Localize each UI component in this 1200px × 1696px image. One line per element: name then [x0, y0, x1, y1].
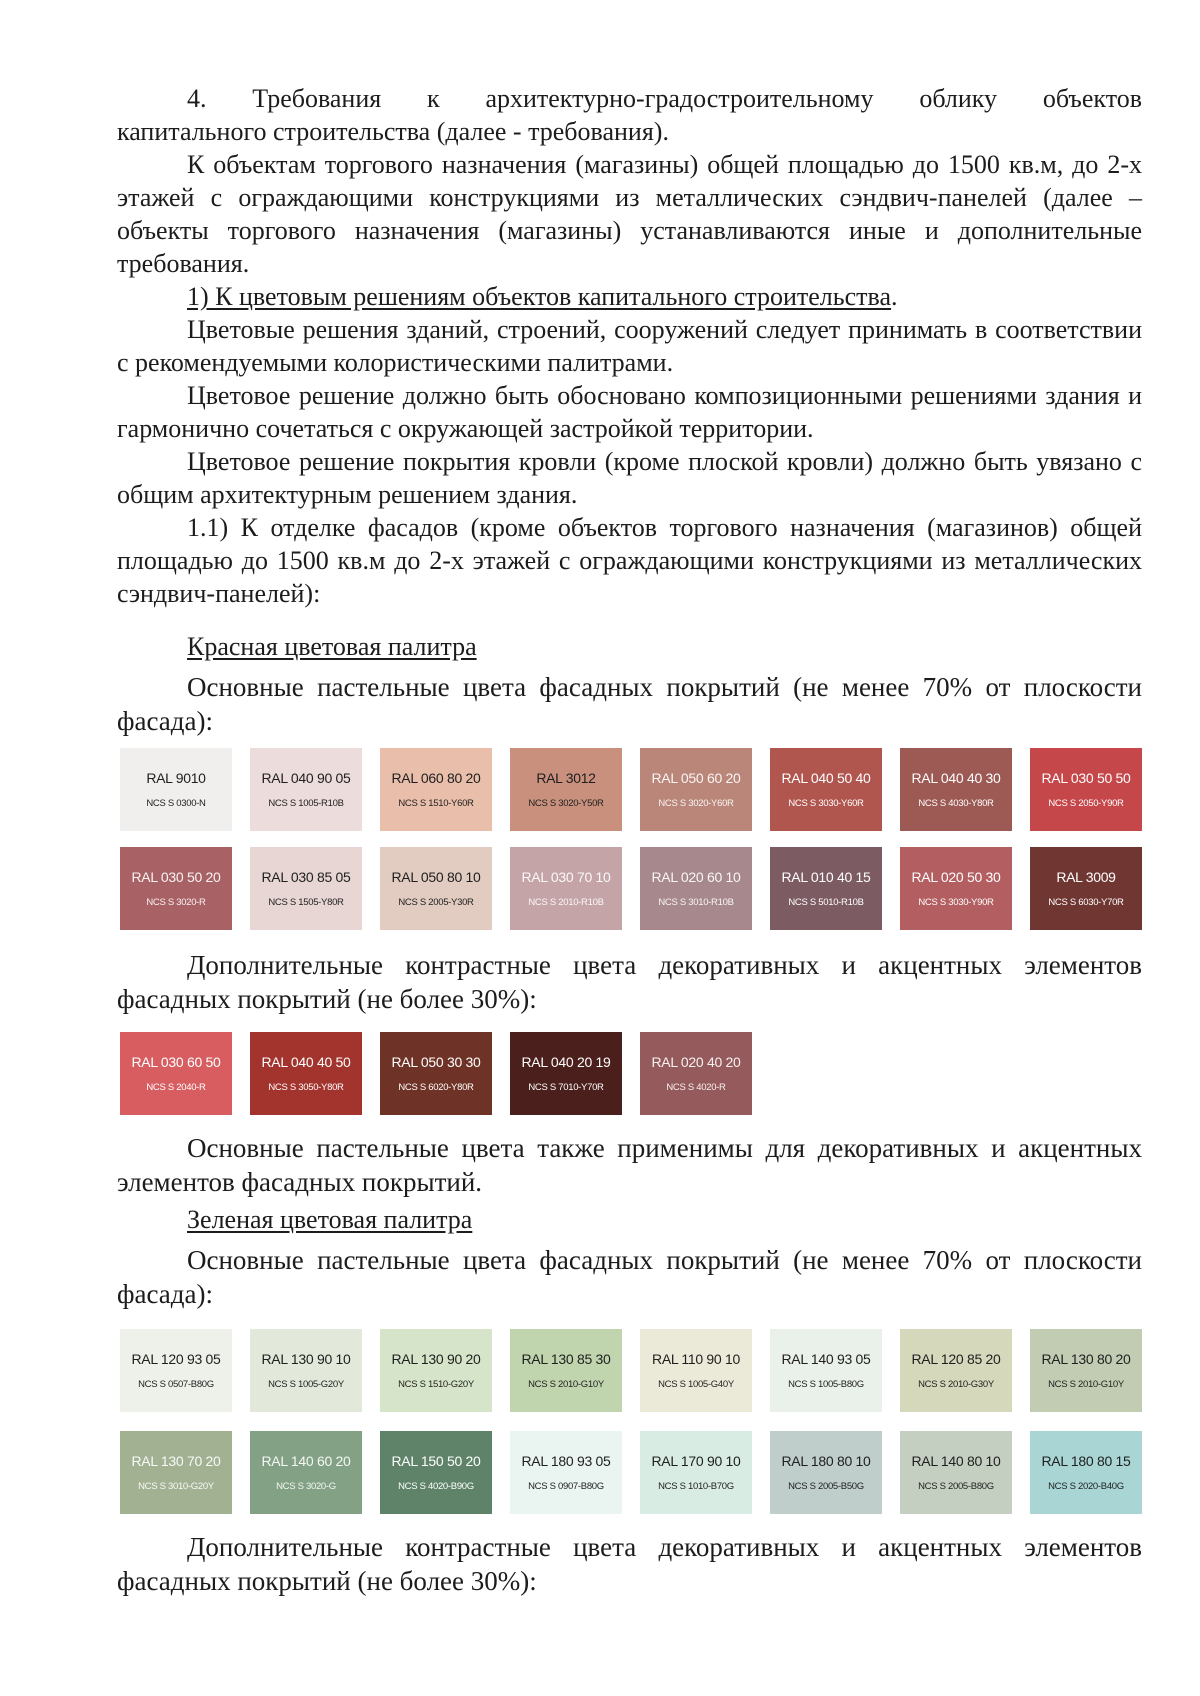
color-swatch [120, 1032, 232, 1115]
ncs-code: NCS S 3020-R [146, 897, 206, 908]
color-swatch [380, 1032, 492, 1115]
ncs-code: NCS S 2040-R [146, 1082, 206, 1093]
ral-code: RAL 180 80 10 [781, 1453, 871, 1469]
ncs-code: NCS S 2005-Y30R [398, 897, 474, 908]
color-swatch [510, 748, 622, 831]
ncs-code: NCS S 3020-G [276, 1481, 336, 1492]
ral-code: RAL 170 90 10 [651, 1453, 741, 1469]
ncs-code: NCS S 1510-G20Y [398, 1379, 474, 1390]
red-main-row-2 [120, 847, 1142, 930]
ral-code: RAL 120 85 20 [911, 1351, 1001, 1367]
color-swatch [640, 1329, 752, 1412]
red-main-colors-text: Основные пастельные цвета фасадных покрытий (не менее 70% от плоскости фасада): [117, 672, 1142, 736]
color-swatch [770, 748, 882, 831]
ncs-code: NCS S 7010-Y70R [528, 1082, 604, 1093]
paragraph-roof: Цветовое решение покрытия кровли (кроме плоской кровли) должно быть увязано с общим архитектурным решением здания. [117, 447, 1142, 509]
green-main-colors-text: Основные пастельные цвета фасадных покрытий (не менее 70% от плоскости фасада): [117, 1245, 1142, 1309]
ncs-code: NCS S 0507-B80G [138, 1379, 214, 1390]
ncs-code: NCS S 1005-B80G [788, 1379, 864, 1390]
red-accent-colors-text: Дополнительные контрастные цвета декоративных и акцентных элементов фасадных покрытий (не более 30%): [117, 950, 1142, 1014]
color-swatch [1030, 1431, 1142, 1514]
color-swatch [380, 748, 492, 831]
ncs-code: NCS S 3030-Y90R [918, 897, 994, 908]
ral-code: RAL 3009 [1056, 869, 1116, 885]
paragraph-facade-finishing: 1.1) К отделке фасадов (кроме объектов торгового назначения (магазинов) общей площадью до 1500 кв.м до 2-х этажей с ограждающими конструкциями из металлических сэндвич-панелей): [117, 513, 1142, 608]
color-swatch [900, 1431, 1012, 1514]
ncs-code: NCS S 2005-B50G [788, 1481, 864, 1492]
green-accent-colors-text: Дополнительные контрастные цвета декоративных и акцентных элементов фасадных покрытий (не более 30%): [117, 1532, 1142, 1596]
color-swatch [250, 1431, 362, 1514]
ral-code: RAL 120 93 05 [131, 1351, 221, 1367]
ncs-code: NCS S 1505-Y80R [268, 897, 344, 908]
ral-code: RAL 040 40 50 [261, 1054, 351, 1070]
color-swatch [120, 1431, 232, 1514]
ral-code: RAL 150 50 20 [391, 1453, 481, 1469]
ral-code: RAL 050 80 10 [391, 869, 481, 885]
color-swatch [640, 1032, 752, 1115]
color-swatch [380, 1431, 492, 1514]
ral-code: RAL 030 70 10 [521, 869, 611, 885]
red-accent-row [120, 1032, 1142, 1115]
heading-word: Требования [252, 84, 382, 113]
color-swatch [510, 847, 622, 930]
color-swatch [640, 847, 752, 930]
ncs-code: NCS S 3050-Y80R [268, 1082, 344, 1093]
paragraph-composition: Цветовое решение должно быть обосновано композиционными решениями здания и гармонично сочетаться с окружающей застройкой территории. [117, 381, 1142, 443]
paragraph-color-solutions: Цветовые решения зданий, строений, сооружений следует принимать в соответствии с рекомендуемыми колористическими палитрами. [117, 315, 1142, 377]
color-swatch [250, 1329, 362, 1412]
ral-code: RAL 140 93 05 [781, 1351, 871, 1367]
ncs-code: NCS S 1510-Y60R [398, 798, 474, 809]
ncs-code: NCS S 4020-R [666, 1082, 726, 1093]
ral-code: RAL 130 70 20 [131, 1453, 221, 1469]
color-swatch [250, 748, 362, 831]
color-swatch [640, 748, 752, 831]
ral-code: RAL 020 50 30 [911, 869, 1001, 885]
color-swatch [510, 1431, 622, 1514]
ncs-code: NCS S 2005-B80G [918, 1481, 994, 1492]
ral-code: RAL 030 50 50 [1041, 770, 1131, 786]
ral-code: RAL 130 85 30 [521, 1351, 611, 1367]
ral-code: RAL 010 40 15 [781, 869, 871, 885]
ral-code: RAL 130 90 20 [391, 1351, 481, 1367]
green-palette-title: Зеленая цветовая палитра [187, 1205, 473, 1234]
green-main-row-1 [120, 1329, 1142, 1412]
ncs-code: NCS S 5010-R10B [788, 897, 864, 908]
color-swatch [250, 1032, 362, 1115]
ral-code: RAL 3012 [536, 770, 596, 786]
ral-code: RAL 130 90 10 [261, 1351, 351, 1367]
intro-paragraph: К объектам торгового назначения (магазины) общей площадью до 1500 кв.м, до 2-х этажей с ограждающими конструкциями из металлических сэндвич-панелей (далее – объекты торгового назначения (магазины) устанавливаются иные и дополнительные требования. [117, 150, 1142, 278]
ncs-code: NCS S 2010-G10Y [528, 1379, 604, 1390]
color-swatch [120, 748, 232, 831]
heading-word: к [427, 84, 440, 113]
ral-code: RAL 040 20 19 [521, 1054, 611, 1070]
green-main-row-2 [120, 1431, 1142, 1514]
ncs-code: NCS S 3020-Y60R [658, 798, 734, 809]
ncs-code: NCS S 6020-Y80R [398, 1082, 474, 1093]
ral-code: RAL 050 60 20 [651, 770, 741, 786]
ral-code: RAL 040 90 05 [261, 770, 351, 786]
ncs-code: NCS S 1005-G40Y [658, 1379, 734, 1390]
ncs-code: NCS S 2020-B40G [1048, 1481, 1124, 1492]
ncs-code: NCS S 2050-Y90R [1048, 798, 1124, 809]
color-swatch [770, 847, 882, 930]
ncs-code: NCS S 3020-Y50R [528, 798, 604, 809]
heading-word: объектов [1042, 84, 1142, 113]
ncs-code: NCS S 3010-R10B [658, 897, 734, 908]
heading-word: облику [919, 84, 998, 113]
color-swatch [900, 847, 1012, 930]
red-note: Основные пастельные цвета также применимы для декоративных и акцентных элементов фасадных покрытий. [117, 1133, 1142, 1197]
ncs-code: NCS S 2010-G10Y [1048, 1379, 1124, 1390]
ncs-code: NCS S 6030-Y70R [1048, 897, 1124, 908]
color-swatch [770, 1431, 882, 1514]
ral-code: RAL 140 80 10 [911, 1453, 1001, 1469]
ral-code: RAL 020 40 20 [651, 1054, 741, 1070]
red-main-row-1 [120, 748, 1142, 831]
section-4-heading [117, 82, 1142, 115]
ncs-code: NCS S 2010-G30Y [918, 1379, 994, 1390]
color-swatch [120, 1329, 232, 1412]
color-swatch [510, 1032, 622, 1115]
color-swatch [380, 1329, 492, 1412]
ral-code: RAL 140 60 20 [261, 1453, 351, 1469]
ral-code: RAL 030 50 20 [131, 869, 221, 885]
ral-code: RAL 040 50 40 [781, 770, 871, 786]
color-swatch [380, 847, 492, 930]
heading-word: архитектурно-градостроительному [485, 84, 874, 113]
color-swatch [120, 847, 232, 930]
ral-code: RAL 110 90 10 [652, 1351, 740, 1367]
subsection-1-title-tail: . [891, 282, 898, 311]
color-swatch [900, 748, 1012, 831]
ncs-code: NCS S 3030-Y60R [788, 798, 864, 809]
ral-code: RAL 040 40 30 [911, 770, 1001, 786]
color-swatch [1030, 748, 1142, 831]
ral-code: RAL 020 60 10 [651, 869, 741, 885]
ncs-code: NCS S 1005-R10B [268, 798, 344, 809]
ral-code: RAL 180 93 05 [521, 1453, 611, 1469]
subsection-1-title [117, 280, 1142, 313]
ral-code: RAL 030 85 05 [261, 869, 351, 885]
red-palette-title: Красная цветовая палитра [187, 632, 477, 661]
color-swatch [1030, 1329, 1142, 1412]
ncs-code: NCS S 4020-B90G [398, 1481, 474, 1492]
ncs-code: NCS S 0907-B80G [528, 1481, 604, 1492]
ral-code: RAL 030 60 50 [131, 1054, 221, 1070]
ral-code: RAL 060 80 20 [391, 770, 481, 786]
color-swatch [770, 1329, 882, 1412]
color-swatch [510, 1329, 622, 1412]
ral-code: RAL 9010 [146, 770, 206, 786]
ncs-code: NCS S 0300-N [146, 798, 206, 809]
color-swatch [640, 1431, 752, 1514]
color-swatch [900, 1329, 1012, 1412]
ral-code: RAL 050 30 30 [391, 1054, 481, 1070]
color-swatch [1030, 847, 1142, 930]
ncs-code: NCS S 1005-G20Y [268, 1379, 344, 1390]
section-4-heading-continuation: капитального строительства (далее - требования). [117, 117, 669, 146]
subsection-1-title-text: 1) К цветовым решениям объектов капитального строительства [187, 282, 892, 311]
ncs-code: NCS S 3010-G20Y [138, 1481, 214, 1492]
ncs-code: NCS S 4030-Y80R [918, 798, 994, 809]
ral-code: RAL 130 80 20 [1041, 1351, 1131, 1367]
section-number: 4. [187, 84, 207, 113]
color-swatch [250, 847, 362, 930]
ncs-code: NCS S 2010-R10B [528, 897, 604, 908]
ncs-code: NCS S 1010-B70G [658, 1481, 734, 1492]
ral-code: RAL 180 80 15 [1041, 1453, 1131, 1469]
